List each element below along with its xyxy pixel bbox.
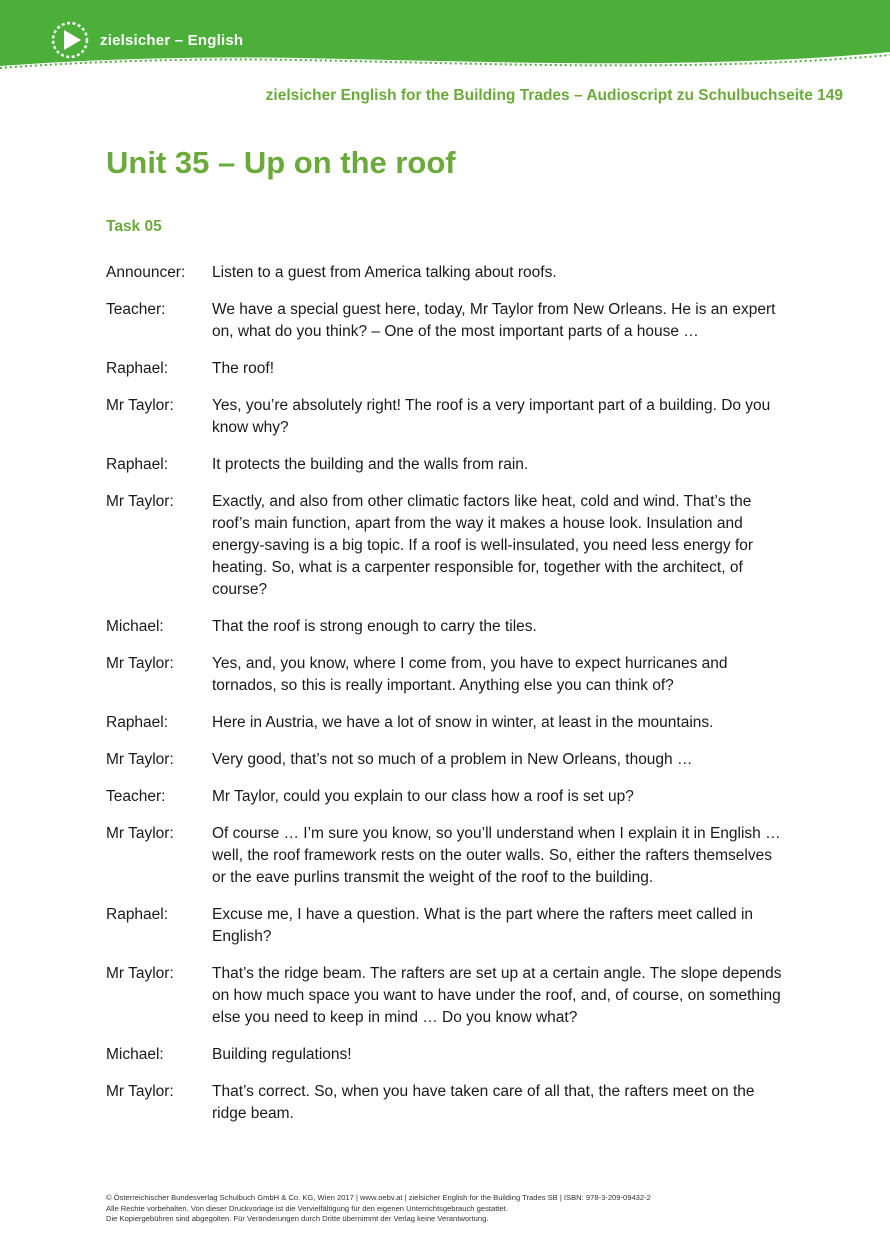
- speaker: Mr Taylor:: [106, 397, 174, 414]
- speech: That’s correct. So, when you have taken care of all that, the rafters meet on the ridge beam.: [212, 1083, 755, 1122]
- dialogue-line: [106, 454, 786, 476]
- speaker: Raphael:: [106, 456, 169, 473]
- speech: Listen to a guest from America talking about roofs.: [212, 264, 557, 281]
- brand-logo: [50, 20, 243, 60]
- dialogue-line: [106, 1081, 786, 1125]
- footer-line: © Österreichischer Bundesverlag Schulbuch GmbH & Co. KG, Wien 2017 | www.oebv.at | zielsicher English for the Building Trades SB | ISBN: 978-3-209-09432-2: [106, 1193, 651, 1202]
- speaker: Raphael:: [106, 906, 169, 923]
- speech: Yes, you’re absolutely right! The roof is a very important part of a building. Do you know why?: [212, 397, 771, 436]
- copyright-footer: [106, 1193, 651, 1225]
- dialogue-line: [106, 1044, 786, 1066]
- speech: Yes, and, you know, where I come from, you have to expect hurricanes and tornados, so this is really important. Anything else you can think of?: [212, 655, 728, 694]
- speech: Very good, that’s not so much of a problem in New Orleans, though …: [212, 751, 693, 768]
- dialogue-line: [106, 712, 786, 734]
- task-label: Task 05: [106, 218, 162, 235]
- dialogue-line: [106, 262, 786, 284]
- speech: Mr Taylor, could you explain to our class how a roof is set up?: [212, 788, 634, 805]
- speaker: Mr Taylor:: [106, 655, 174, 672]
- speech: We have a special guest here, today, Mr Taylor from New Orleans. He is an expert on, what do you think? – One of the most important parts of a house …: [212, 301, 776, 340]
- footer-line: Alle Rechte vorbehalten. Von dieser Druckvorlage ist die Vervielfältigung für den eigenen Unterrichtsgebrauch gestattet.: [106, 1203, 508, 1213]
- dialogue-line: [106, 786, 786, 808]
- dialogue-line: [106, 395, 786, 439]
- footer-line: Die Kopiergebühren sind abgegolten. Für Veränderungen durch Dritte übernimmt der Verlag keine Verantwortung.: [106, 1214, 489, 1223]
- dialogue-line: [106, 904, 786, 948]
- speaker: Michael:: [106, 1046, 164, 1063]
- brand-name: zielsicher – English: [100, 31, 244, 49]
- speaker: Raphael:: [106, 714, 169, 731]
- speaker: Michael:: [106, 618, 164, 635]
- dialogue-line: [106, 299, 786, 343]
- speaker: Mr Taylor:: [106, 751, 174, 768]
- speech: Of course … I’m sure you know, so you’ll understand when I explain it in English … well, the roof framework rests on the outer walls. So, either the rafters themselves or the eave purlins transmit the weight of the roof to the building.: [212, 825, 781, 886]
- speaker: Announcer:: [106, 264, 186, 281]
- speech: It protects the building and the walls from rain.: [212, 456, 529, 473]
- page-title: Unit 35 – Up on the roof: [106, 145, 456, 180]
- dialogue-line: [106, 616, 786, 638]
- document-subtitle: zielsicher English for the Building Trades – Audioscript zu Schulbuchseite 149: [265, 87, 843, 104]
- speaker: Mr Taylor:: [106, 493, 174, 510]
- play-icon: [50, 20, 90, 60]
- speaker: Mr Taylor:: [106, 1083, 174, 1100]
- speech: That’s the ridge beam. The rafters are set up at a certain angle. The slope depends on how much space you want to have under the roof, and, of course, on something else you need to keep in mind … Do you know what?: [212, 965, 782, 1026]
- dialogue-line: [106, 491, 786, 601]
- speaker: Teacher:: [106, 788, 166, 805]
- speaker: Mr Taylor:: [106, 825, 174, 842]
- dialogue-line: [106, 358, 786, 380]
- speech: Exactly, and also from other climatic factors like heat, cold and wind. That’s the roof’s main function, apart from the way it makes a house look. Insulation and energy-saving is a big topic. If a roof is well-insulated, you need less energy for heating. So, what is a carpenter responsible for, together with the architect, of course?: [212, 493, 754, 598]
- speech: The roof!: [212, 360, 275, 377]
- speaker: Raphael:: [106, 360, 169, 377]
- speaker: Mr Taylor:: [106, 965, 174, 982]
- dialogue-line: [106, 653, 786, 697]
- dialogue-line: [106, 963, 786, 1029]
- speech: That the roof is strong enough to carry the tiles.: [212, 618, 537, 635]
- speech: Building regulations!: [212, 1046, 352, 1063]
- dialogue-line: [106, 823, 786, 889]
- speech: Excuse me, I have a question. What is the part where the rafters meet called in English?: [212, 906, 754, 945]
- dialogue-line: [106, 749, 786, 771]
- speech: Here in Austria, we have a lot of snow in winter, at least in the mountains.: [212, 714, 714, 731]
- dialogue: [106, 262, 786, 1140]
- speaker: Teacher:: [106, 301, 166, 318]
